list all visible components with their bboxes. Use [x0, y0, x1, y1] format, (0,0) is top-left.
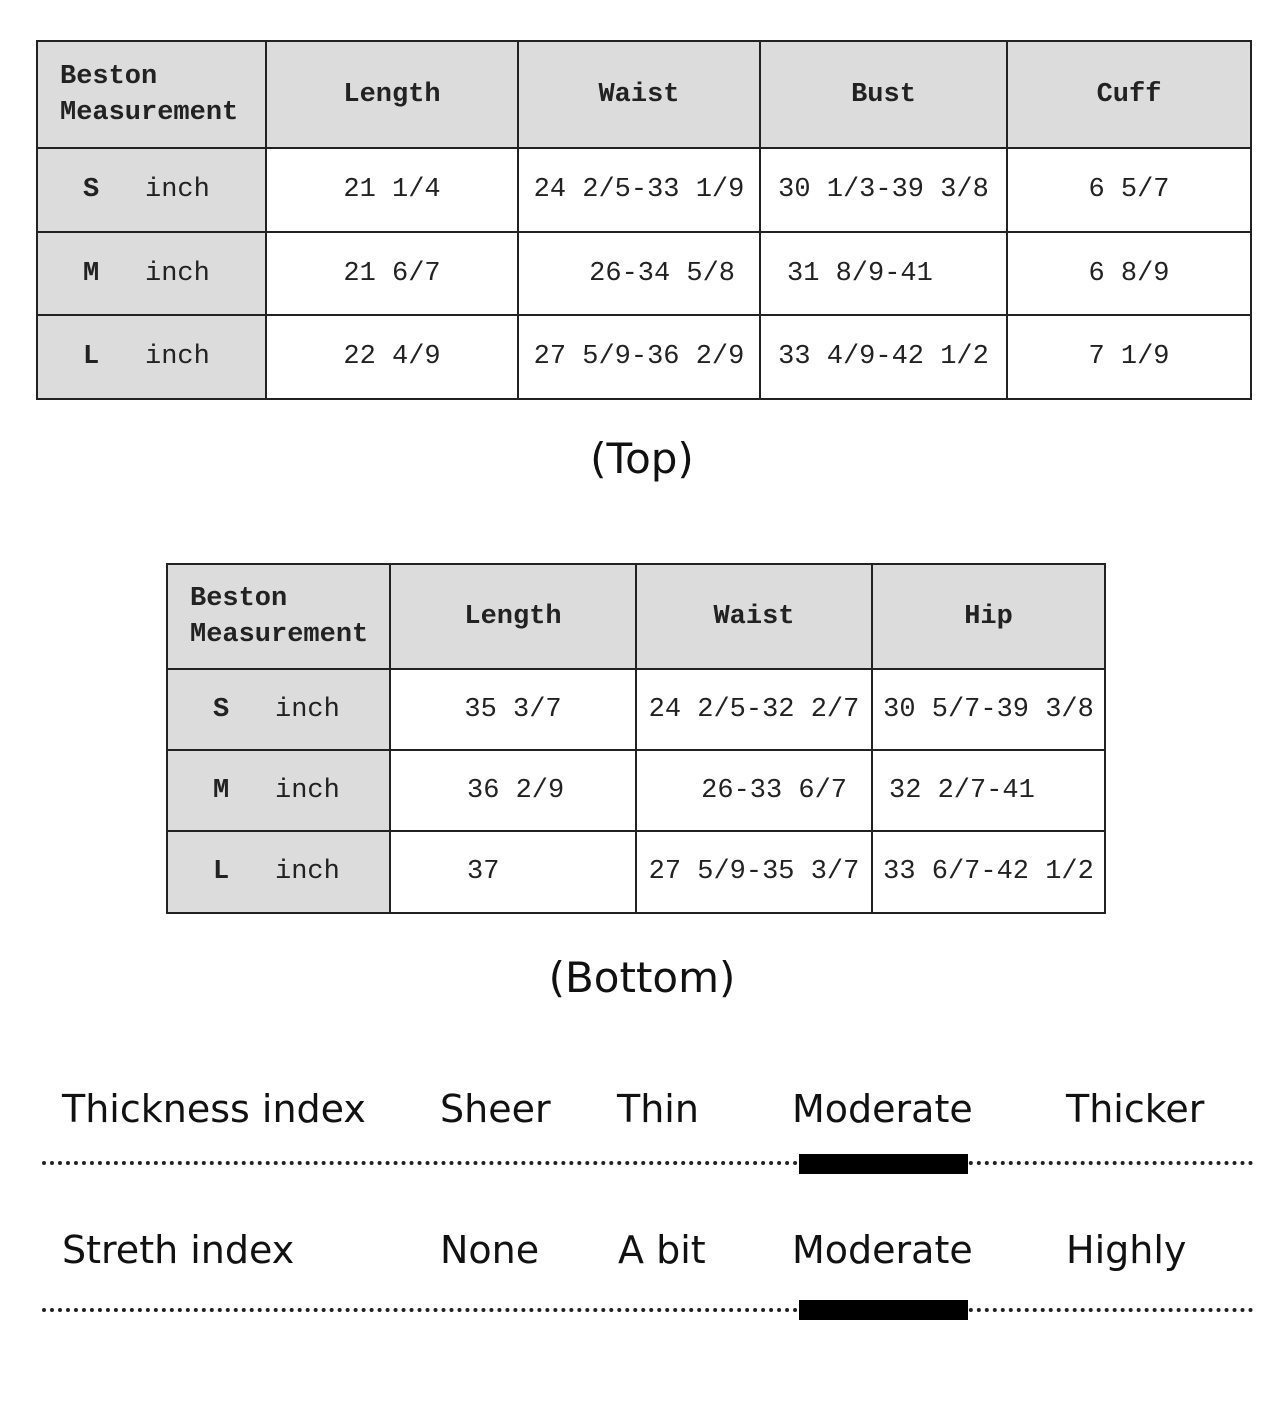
stretch-option-none: None [440, 1228, 540, 1272]
cell-cuff: 6 5/7 [1007, 148, 1251, 232]
cell-hip: 30 5/7-39 3/8 [872, 669, 1105, 750]
size-label: M [213, 775, 230, 806]
bottom-caption: (Bottom) [548, 953, 736, 1002]
thickness-option-moderate: Moderate [792, 1087, 973, 1131]
size-label: L [83, 342, 100, 372]
cell-waist: 26-34 5/8 [518, 232, 760, 315]
table-row [167, 831, 1105, 913]
size-label: S [213, 694, 230, 725]
size-label: M [83, 258, 100, 289]
stretch-dotted-line [42, 1308, 1254, 1312]
column-header-cuff: Cuff [1007, 41, 1251, 148]
corner-line-1: Beston [60, 61, 158, 92]
size-label: S [83, 175, 100, 205]
unit-label: inch [275, 775, 340, 806]
cell-hip: 33 6/7-42 1/2 [872, 831, 1105, 913]
stretch-index-label: Streth index [62, 1228, 295, 1272]
row-header-l [37, 315, 266, 399]
table-row [37, 315, 1251, 399]
table-row [167, 750, 1105, 831]
cell-cuff: 7 1/9 [1007, 315, 1251, 399]
column-header-waist: Waist [518, 41, 760, 148]
unit-label: inch [275, 857, 340, 887]
row-header-m [167, 750, 390, 831]
cell-waist: 24 2/5-33 1/9 [518, 148, 760, 232]
row-header-m [37, 232, 266, 315]
table-corner-header [167, 564, 390, 669]
size-label: L [213, 857, 230, 887]
stretch-option-highly: Highly [1066, 1228, 1187, 1272]
unit-label: inch [145, 258, 210, 289]
table-row [37, 232, 1251, 315]
cell-waist: 27 5/9-35 3/7 [636, 831, 872, 913]
thickness-option-thicker: Thicker [1066, 1087, 1205, 1131]
thickness-dotted-line [42, 1161, 1254, 1165]
table-corner-header [37, 41, 266, 148]
table-row [167, 669, 1105, 750]
bottom-size-table [166, 563, 1106, 914]
cell-length: 37 [390, 831, 636, 913]
stretch-option-moderate: Moderate [792, 1228, 973, 1272]
cell-length: 35 3/7 [390, 669, 636, 750]
cell-length: 21 6/7 [266, 232, 518, 315]
unit-label: inch [145, 342, 210, 372]
cell-bust: 31 8/9-41 [760, 232, 1007, 315]
cell-waist: 27 5/9-36 2/9 [518, 315, 760, 399]
row-header-l [167, 831, 390, 913]
unit-label: inch [275, 694, 340, 725]
table-header-row [167, 564, 1105, 669]
table-row [37, 148, 1251, 232]
stretch-selected-marker [799, 1300, 968, 1320]
thickness-option-thin: Thin [617, 1087, 699, 1131]
column-header-waist: Waist [636, 564, 872, 669]
stretch-option-a-bit: A bit [618, 1228, 706, 1272]
column-header-hip: Hip [872, 564, 1105, 669]
cell-length: 36 2/9 [390, 750, 636, 831]
thickness-option-sheer: Sheer [440, 1087, 551, 1131]
cell-bust: 33 4/9-42 1/2 [760, 315, 1007, 399]
top-size-table [36, 40, 1252, 400]
unit-label: inch [145, 175, 210, 205]
top-caption: (Top) [590, 434, 694, 483]
cell-waist: 26-33 6/7 [636, 750, 872, 831]
column-header-bust: Bust [760, 41, 1007, 148]
cell-waist: 24 2/5-32 2/7 [636, 669, 872, 750]
cell-cuff: 6 8/9 [1007, 232, 1251, 315]
corner-line-2: Measurement [60, 97, 239, 128]
corner-line-2: Measurement [190, 619, 369, 650]
cell-hip: 32 2/7-41 [872, 750, 1105, 831]
cell-length: 22 4/9 [266, 315, 518, 399]
column-header-length: Length [266, 41, 518, 148]
table-header-row [37, 41, 1251, 148]
column-header-length: Length [390, 564, 636, 669]
row-header-s [167, 669, 390, 750]
cell-length: 21 1/4 [266, 148, 518, 232]
thickness-index-label: Thickness index [62, 1087, 366, 1131]
corner-line-1: Beston [190, 583, 288, 614]
thickness-selected-marker [799, 1154, 968, 1174]
row-header-s [37, 148, 266, 232]
cell-bust: 30 1/3-39 3/8 [760, 148, 1007, 232]
